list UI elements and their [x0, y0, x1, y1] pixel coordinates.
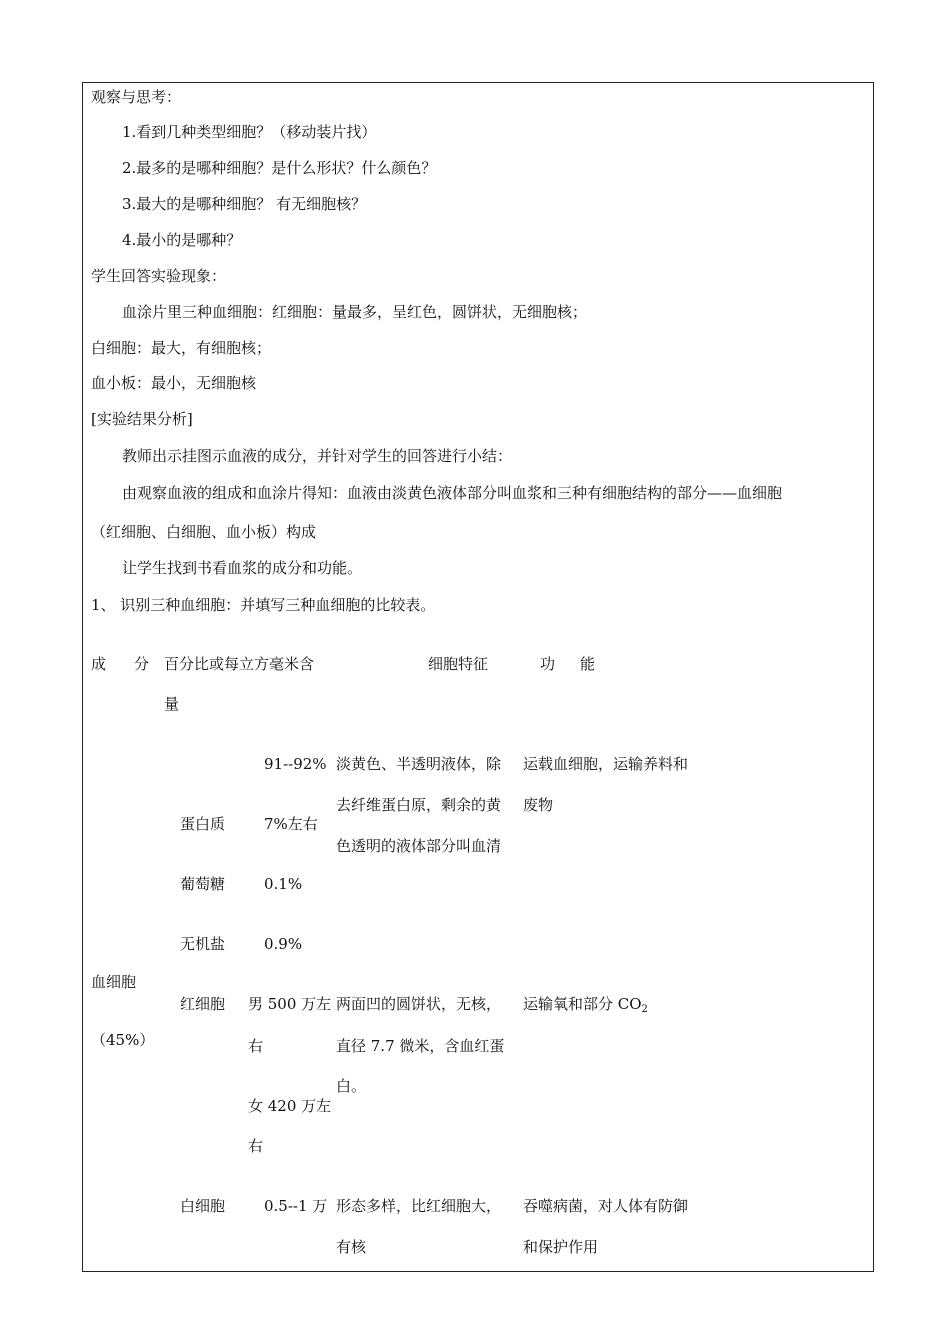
- analysis-line-5: 1、 识别三种血细胞：并填写三种血细胞的比较表。: [91, 596, 436, 614]
- header-function-b: 能: [580, 655, 596, 673]
- question-4: 4.最小的是哪种？: [122, 231, 242, 249]
- glucose-name: 葡萄糖: [180, 875, 226, 893]
- blood-cells-label: 血细胞: [91, 973, 137, 991]
- rbc-amount-4: 右: [248, 1137, 264, 1155]
- header-amount-cont: 量: [164, 695, 180, 713]
- rbc-amount-3: 女 420 万左: [248, 1097, 332, 1115]
- rbc-feature-3: 白。: [336, 1077, 367, 1095]
- plasma-desc-2: 去纤维蛋白原，剩余的黄: [336, 796, 502, 814]
- wbc-name: 白细胞: [180, 1197, 226, 1215]
- plasma-desc-3: 色透明的液体部分叫血清: [336, 837, 502, 855]
- protein-amount: 7%左右: [264, 815, 318, 833]
- question-3: 3.最大的是哪种细胞？ 有无细胞核？: [122, 195, 367, 213]
- glucose-amount: 0.1%: [264, 875, 303, 893]
- rbc-feature-1: 两面凹的圆饼状，无核，: [336, 995, 502, 1013]
- rbc-amount-2: 右: [248, 1037, 264, 1055]
- question-2: 2.最多的是哪种细胞？是什么形状？什么颜色？: [122, 159, 437, 177]
- protein-name: 蛋白质: [180, 815, 226, 833]
- rbc-function: [523, 994, 648, 1014]
- observe-heading: 观察与思考：: [91, 88, 182, 106]
- rbc-name: 红细胞: [180, 995, 226, 1013]
- wbc-feature-1: 形态多样，比红细胞大，: [336, 1197, 502, 1215]
- header-component-b: 分: [134, 655, 150, 673]
- blood-cells-percent: （45%）: [91, 1031, 155, 1049]
- rbc-function-subscript: 2: [641, 1004, 648, 1015]
- header-function-a: 功: [540, 655, 556, 673]
- wbc-amount: 0.5--1 万: [264, 1197, 328, 1215]
- analysis-line-2: 由观察血液的组成和血涂片得知：血液由淡黄色液体部分叫血浆和三种有细胞结构的部分——血细胞: [122, 484, 783, 502]
- salt-name: 无机盐: [180, 935, 226, 953]
- question-1: 1.看到几种类型细胞？（移动装片找）: [122, 123, 377, 141]
- answer-line-2: 白细胞：最大，有细胞核；: [91, 339, 272, 357]
- header-amount: 百分比或每立方毫米含: [164, 655, 315, 673]
- analysis-line-4: 让学生找到书看血浆的成分和功能。: [122, 559, 363, 577]
- plasma-func-1: 运载血细胞，运输养料和: [523, 755, 689, 773]
- wbc-function-1: 吞噬病菌，对人体有防御: [523, 1197, 689, 1215]
- rbc-feature-2: 直径 7.7 微米，含血红蛋: [336, 1037, 505, 1055]
- plasma-func-2: 废物: [523, 796, 554, 814]
- document-frame: [82, 82, 874, 1272]
- plasma-desc-1: 淡黄色、半透明液体，除: [336, 755, 502, 773]
- answer-line-1: 血涂片里三种血细胞：红细胞：量最多，呈红色，圆饼状，无细胞核；: [122, 303, 588, 321]
- header-features: 细胞特征: [428, 655, 489, 673]
- answer-line-3: 血小板：最小，无细胞核: [91, 374, 257, 392]
- analysis-heading: [实验结果分析]: [91, 410, 193, 428]
- rbc-amount-1: 男 500 万左: [248, 995, 332, 1013]
- wbc-function-2: 和保护作用: [523, 1238, 599, 1256]
- water-amount: 91--92%: [264, 755, 327, 773]
- analysis-line-1: 教师出示挂图示血液的成分，并针对学生的回答进行小结：: [122, 447, 513, 465]
- salt-amount: 0.9%: [264, 935, 303, 953]
- answers-heading: 学生回答实验现象：: [91, 267, 227, 285]
- header-component-a: 成: [91, 655, 107, 673]
- rbc-function-text: 运输氧和部分 CO: [523, 995, 642, 1013]
- wbc-feature-2: 有核: [336, 1238, 367, 1256]
- analysis-line-3: （红细胞、白细胞、血小板）构成: [91, 523, 317, 541]
